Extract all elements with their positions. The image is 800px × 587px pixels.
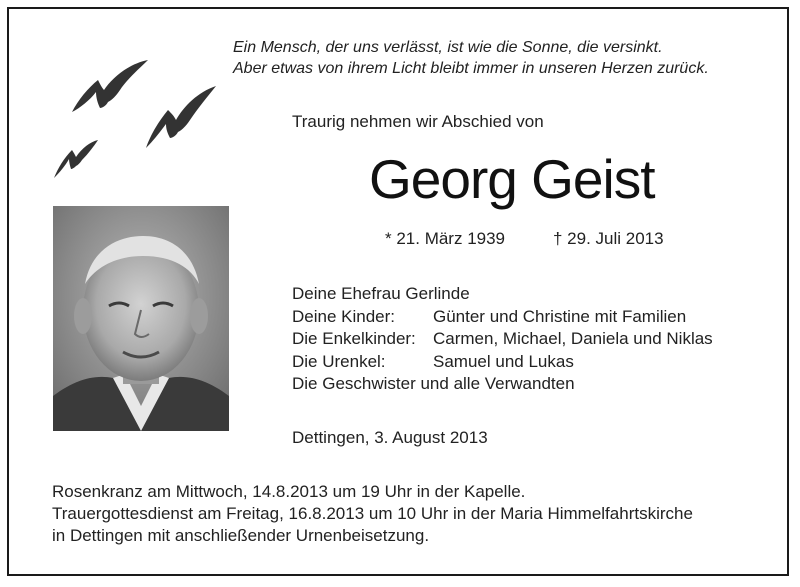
family-row-label: Die Urenkel: — [292, 351, 386, 371]
family-siblings: Die Geschwister und alle Verwandten — [292, 374, 575, 393]
deceased-name: Georg Geist — [369, 148, 655, 210]
family-row — [292, 328, 713, 351]
service-details — [52, 481, 693, 547]
intro-text: Traurig nehmen wir Abschied von — [292, 112, 544, 131]
family-row-label: Die Enkelkinder: — [292, 329, 416, 348]
family-row — [292, 306, 713, 329]
family-wife: Deine Ehefrau Gerlinde — [292, 284, 470, 303]
family-row-value: Günter und Christine mit Familien — [433, 306, 687, 326]
memorial-quote — [233, 37, 709, 79]
flying-birds-icon — [50, 50, 225, 185]
service-line-3: in Dettingen mit anschließender Urnenbeisetzung. — [52, 526, 430, 545]
family-row-value: Carmen, Michael, Daniela und Niklas — [433, 329, 713, 348]
portrait-photo — [53, 206, 229, 431]
quote-line-1: Ein Mensch, der uns verlässt, ist wie die Sonne, die versinkt. — [233, 39, 663, 56]
family-row — [292, 351, 713, 374]
family-row-value: Samuel und Lukas — [433, 351, 574, 371]
service-line-2: Trauergottesdienst am Freitag, 16.8.2013 um 10 Uhr in der Maria Himmelfahrtskirche — [52, 504, 693, 523]
birth-date: * 21. März 1939 — [385, 229, 506, 248]
place-and-date: Dettingen, 3. August 2013 — [292, 428, 488, 447]
death-date: † 29. Juli 2013 — [553, 229, 664, 248]
service-line-1: Rosenkranz am Mittwoch, 14.8.2013 um 19 Uhr in der Kapelle. — [52, 482, 526, 501]
family-list — [292, 283, 713, 396]
quote-line-2: Aber etwas von ihrem Licht bleibt immer in unseren Herzen zurück. — [233, 60, 709, 77]
family-row-label: Deine Kinder: — [292, 306, 396, 326]
